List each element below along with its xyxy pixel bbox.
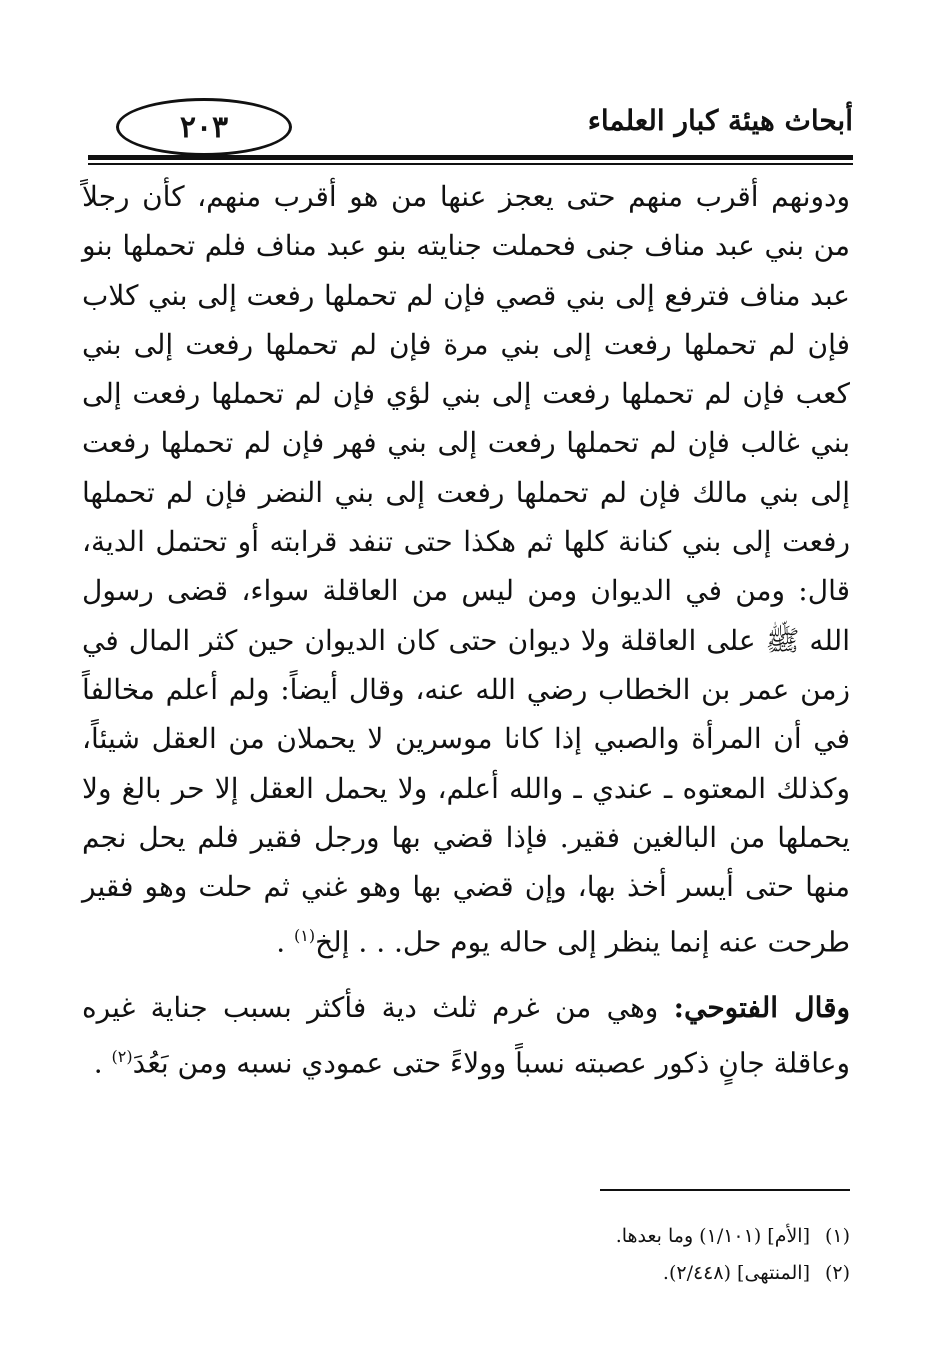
footnote-text: [المنتهى] (٢/٤٤٨). (662, 1262, 810, 1284)
footnote-ref-1[interactable]: (١) (294, 926, 316, 946)
footnote-separator (600, 1189, 850, 1191)
paragraph-2: وقال الفتوحي: وهي من غرم ثلث دية فأكثر بسبب جناية غيره وعاقلة جانٍ ذكور عصبته نسباً وولاءً حتى عمودي نسبه ومن بَعُدَ$^{(٢)}$ . (82, 991, 851, 1080)
main-text (82, 172, 850, 1088)
footnote-number: (١) (824, 1225, 850, 1247)
paragraph-1-text: ودونهم أقرب منهم حتى يعجز عنها من هو أقرب منهم، كأن رجلاً من بني عبد مناف جنى فحملت جنايته بنو عبد مناف فلم تحملها بنو عبد مناف فترفع إلى بني قصي فإن لم تحملها رفعت إلى بني كلاب فإن لم تحملها رفعت إلى بني مرة فإن لم تحملها رفعت إلى بني كعب فإن لم تحملها رفعت إلى بني لؤي فإن لم تحملها رفعت إلى بني غالب فإن لم تحملها رفعت إلى بني فهر فإن لم تحملها رفعت إلى بني مالك فإن لم تحملها رفعت إلى بني النضر فإن لم تحملها رفعت إلى بني كنانة كلها ثم هكذا حتى تنفد قرابته أو تحتمل الدية، قال: ومن في الديوان ومن ليس من العاقلة سواء، قضى رسول الله ﷺ على العاقلة ولا ديوان حتى كان الديوان حين كثر المال في زمن عمر بن الخطاب رضي الله عنه، وقال أيضاً: ولم أعلم مخالفاً في أن المرأة والصبي إذا كانا موسرين لا يحملان من العقل شيئاً، وكذلك المعتوه ـ عندي ـ والله أعلم، ولا يحمل العقل إلا حر بالغ ولا يحملها من البالغين فقير. فإذا قضي بها ورجل فقير فلم يحل نجم منها حتى أيسر أخذ بها، وإن قضي بها وهو غني ثم حلت وهو فقير طرحت عنه إنما ينظر إلى حاله يوم حل. . . إلخ (82, 180, 850, 959)
footnote-text: [الأم] (١/١٠١) وما بعدها. (615, 1225, 810, 1247)
footnote-1 (360, 1218, 850, 1255)
footnotes (360, 1218, 850, 1292)
page-header (78, 98, 853, 162)
header-rule-thin (88, 163, 853, 165)
running-title: أبحاث هيئة كبار العلماء (587, 104, 853, 137)
footnote-2 (360, 1255, 850, 1292)
paragraph-2-lead: وقال الفتوحي: (673, 991, 851, 1025)
page-number: ٢٠٣ (116, 98, 292, 156)
header-rule-thick (88, 155, 853, 160)
paragraph-2-text: وهي من غرم ثلث دية فأكثر بسبب جناية غيره وعاقلة جانٍ ذكور عصبته نسباً وولاءً حتى عمودي نسبه ومن بَعُدَ (82, 991, 850, 1080)
footnote-ref-2[interactable]: (٢) (111, 1047, 133, 1067)
footnote-number: (٢) (824, 1262, 850, 1284)
paragraph-1: ودونهم أقرب منهم حتى يعجز عنها من هو أقرب منهم، كأن رجلاً من بني عبد مناف جنى فحملت جنايته بنو عبد مناف فلم تحملها بنو عبد مناف فترفع إلى بني قصي فإن لم تحملها رفعت إلى بني كلاب فإن لم تحملها رفعت إلى بني مرة فإن لم تحملها رفعت إلى بني كعب فإن لم تحملها رفعت إلى بني لؤي فإن لم تحملها رفعت إلى بني غالب فإن لم تحملها رفعت إلى بني فهر فإن لم تحملها رفعت إلى بني مالك فإن لم تحملها رفعت إلى بني النضر فإن لم تحملها رفعت إلى بني كنانة كلها ثم هكذا حتى تنفد قرابته أو تحتمل الدية، قال: ومن في الديوان ومن ليس من العاقلة سواء، قضى رسول الله ﷺ على العاقلة ولا ديوان حتى كان الديوان حين كثر المال في زمن عمر بن الخطاب رضي الله عنه، وقال أيضاً: ولم أعلم مخالفاً في أن المرأة والصبي إذا كانا موسرين لا يحملان من العقل شيئاً، وكذلك المعتوه ـ عندي ـ والله أعلم، ولا يحمل العقل إلا حر بالغ ولا يحملها من البالغين فقير. فإذا قضي بها ورجل فقير فلم يحل نجم منها حتى أيسر أخذ بها، وإن قضي بها وهو غني ثم حلت وهو فقير طرحت عنه إنما ينظر إلى حاله يوم حل. . . إلخ$^{(١)}$ . (82, 180, 850, 959)
